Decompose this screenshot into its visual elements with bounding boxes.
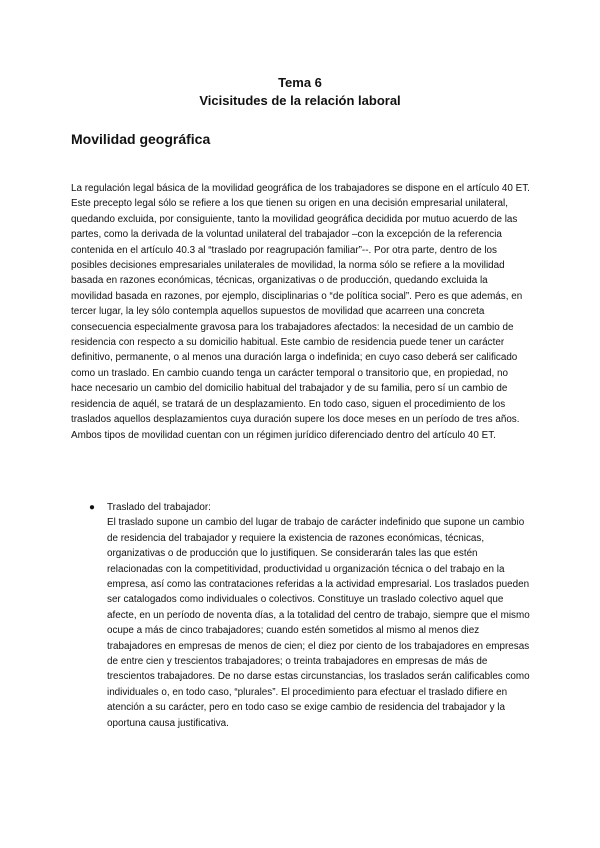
paragraph-2: Ambos tipos de movilidad cuentan con un régimen jurídico diferenciado dentro del artículo 40 ET. xyxy=(71,429,496,441)
bullet-marker: ● xyxy=(89,502,95,513)
document-title xyxy=(0,74,600,110)
paragraph-1: La regulación legal básica de la movilidad geográfica de los trabajadores se dispone en el artículo 40 ET. Este precepto legal sólo se refiere a los que tienen su origen en una decisión empresarial unilateral, quedando excluida, por consiguiente, tanto la movilidad geográfica decidida por mutuo acuerdo de las partes, como la derivada de la voluntad unilateral del trabajador –con la excepción de la referencia contenida en el artículo 40.3 al “traslado por reagrupación familiar”--. Por otra parte, dentro de los posibles decisiones empresariales unilaterales de movilidad, la norma sólo se refiere a la movilidad basada en razones económicas, técnicas, organizativas o de producción, quedando excluida la movilidad basada en razones, por ejemplo, disciplinarias o “de política social”. Pero es que además, en tercer lugar, la ley sólo contempla aquellos supuestos de movilidad que acarreen una concreta consecuencia especialmente gravosa para los trabajadores afectados: la necesidad de un cambio de residencia con respecto a su domicilio habitual. Este cambio de residencia puede tener un carácter definitivo, permanente, o al menos una duración larga o indefinida; en cuyo caso deberá ser calificado como un traslado. En cambio cuando tenga un carácter temporal o transitorio que, en propiedad, no hace necesario un cambio del domicilio habitual del trabajador y de su familia, pero sí un cambio de residencia de aquél, se tratará de un desplazamiento. En todo caso, siguen el procedimiento de los traslados aquellos desplazamientos cuya duración supere los doce meses en un período de tres años. xyxy=(71,183,530,426)
bullet-list xyxy=(85,500,535,731)
title-line-2: Vicisitudes de la relación laboral xyxy=(199,93,401,108)
bullet-body: El traslado supone un cambio del lugar de trabajo de carácter indefinido que supone un cambio de residencia del trabajador y requiere la existencia de razones económicas, técnicas, organizativas o de producción que lo justifiquen. Se considerarán tales las que estén relacionadas con la competitividad, productividad u organización técnica o del trabajo en la empresa, así como las contrataciones referidas a la actividad empresarial. Los traslados pueden ser catalogados como individuales o colectivos. Constituye un traslado colectivo aquel que afecte, en un período de noventa días, a la totalidad del centro de trabajo, siempre que el mismo ocupe a más de cinco trabajadores; cuando estén sometidos al mismo al menos diez trabajadores en empresas de menos de cien; el diez por ciento de los trabajadores en empresas de entre cien y trescientos trabajadores; o treinta trabajadores en empresas de más de trescientos trabajadores. De no darse estas circunstancias, los traslados serán calificables como individuales o, en todo caso, “plurales”. El procedimiento para efectuar el traslado difiere en atención a su carácter, pero en todo caso se exige cambio de residencia del trabajador y la oportuna causa justificativa. xyxy=(107,517,530,729)
body-text xyxy=(71,181,531,443)
section-heading: Movilidad geográfica xyxy=(71,131,211,147)
title-line-1: Tema 6 xyxy=(278,75,322,90)
bullet-title: Traslado del trabajador: xyxy=(107,502,211,513)
list-item xyxy=(85,500,535,731)
